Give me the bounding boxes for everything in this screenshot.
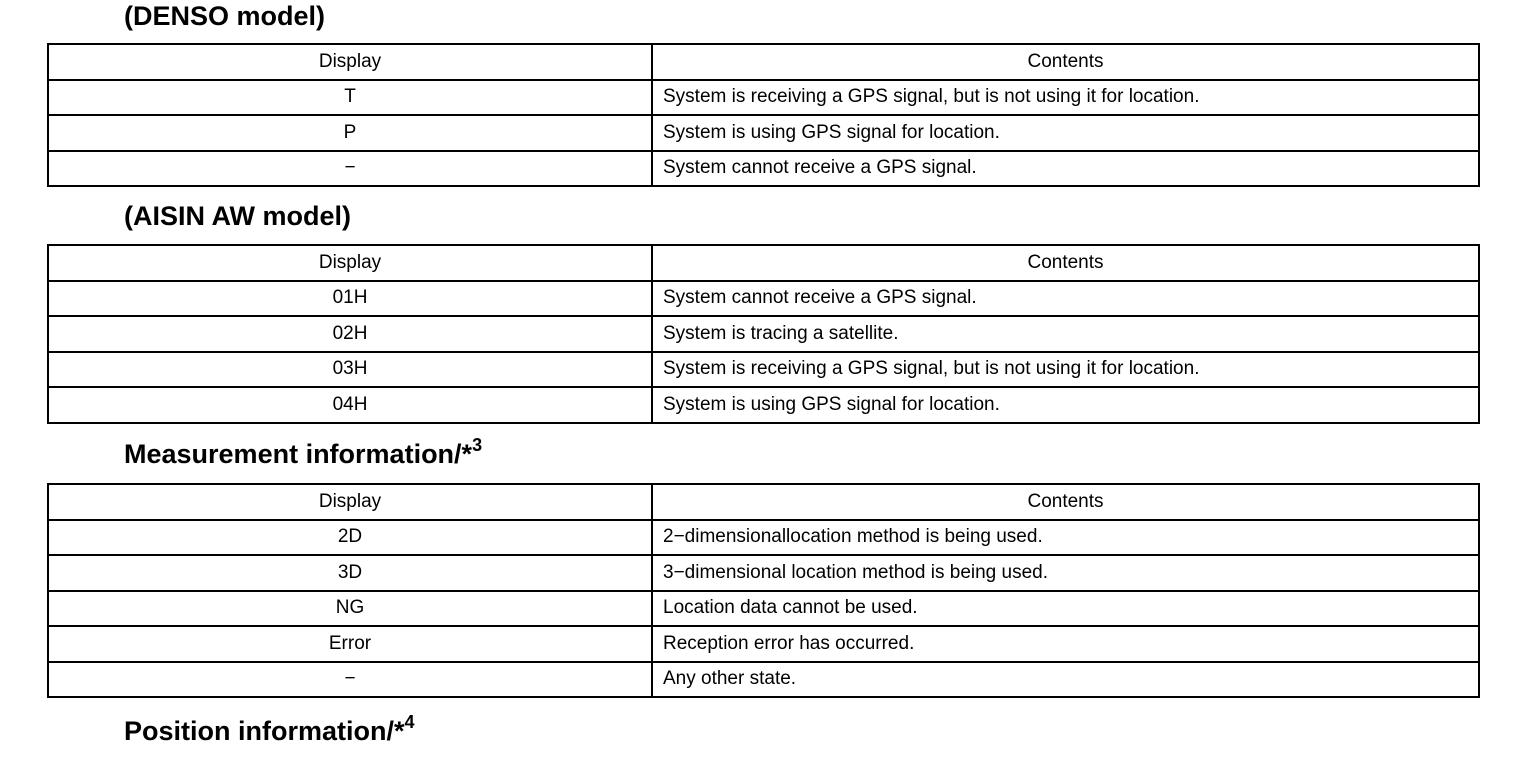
display-cell: NG: [48, 591, 652, 627]
section-title-superscript: 3: [472, 435, 483, 455]
table-row: [48, 281, 1479, 317]
display-cell: 2D: [48, 520, 652, 556]
table-row: [48, 626, 1479, 662]
section-heading-aisin: [124, 200, 351, 232]
display-column-header: Display: [48, 484, 652, 520]
table-row: [48, 316, 1479, 352]
table-row: [48, 115, 1479, 151]
table-header-row: [48, 484, 1479, 520]
contents-column-header: Contents: [652, 44, 1479, 80]
table-row: [48, 387, 1479, 423]
display-column-header: Display: [48, 44, 652, 80]
table-row: [48, 662, 1479, 698]
aisin-display-table: [47, 244, 1480, 424]
section-title-superscript: 4: [404, 712, 415, 732]
display-cell: 3D: [48, 555, 652, 591]
contents-cell: System is using GPS signal for location.: [652, 115, 1479, 151]
section-title: Measurement information/*: [124, 439, 473, 469]
denso-display-table: [47, 43, 1480, 187]
measurement-display-table: [47, 483, 1480, 698]
display-cell: 02H: [48, 316, 652, 352]
contents-cell: 2−dimensionallocation method is being used.: [652, 520, 1479, 556]
contents-cell: System is receiving a GPS signal, but is not using it for location.: [652, 352, 1479, 388]
display-cell: −: [48, 662, 652, 698]
table-row: [48, 520, 1479, 556]
section-title: (DENSO model): [124, 1, 326, 31]
table-header-row: [48, 44, 1479, 80]
table-row: [48, 352, 1479, 388]
section-heading-position: [124, 712, 415, 747]
display-cell: −: [48, 151, 652, 187]
contents-cell: System is using GPS signal for location.: [652, 387, 1479, 423]
contents-cell: Location data cannot be used.: [652, 591, 1479, 627]
display-column-header: Display: [48, 245, 652, 281]
section-title: Position information/*: [124, 716, 405, 746]
section-title: (AISIN AW model): [124, 201, 351, 231]
contents-cell: 3−dimensional location method is being used.: [652, 555, 1479, 591]
section-heading-measurement: [124, 435, 483, 470]
display-cell: 03H: [48, 352, 652, 388]
contents-cell: System cannot receive a GPS signal.: [652, 151, 1479, 187]
contents-column-header: Contents: [652, 245, 1479, 281]
contents-cell: Any other state.: [652, 662, 1479, 698]
contents-cell: System is receiving a GPS signal, but is not using it for location.: [652, 80, 1479, 116]
table-header-row: [48, 245, 1479, 281]
display-cell: Error: [48, 626, 652, 662]
display-cell: 04H: [48, 387, 652, 423]
display-cell: P: [48, 115, 652, 151]
display-cell: 01H: [48, 281, 652, 317]
table-row: [48, 80, 1479, 116]
table-row: [48, 555, 1479, 591]
contents-cell: System is tracing a satellite.: [652, 316, 1479, 352]
contents-cell: Reception error has occurred.: [652, 626, 1479, 662]
table-row: [48, 591, 1479, 627]
contents-column-header: Contents: [652, 484, 1479, 520]
display-cell: T: [48, 80, 652, 116]
section-heading-denso: [124, 0, 325, 32]
table-row: [48, 151, 1479, 187]
contents-cell: System cannot receive a GPS signal.: [652, 281, 1479, 317]
